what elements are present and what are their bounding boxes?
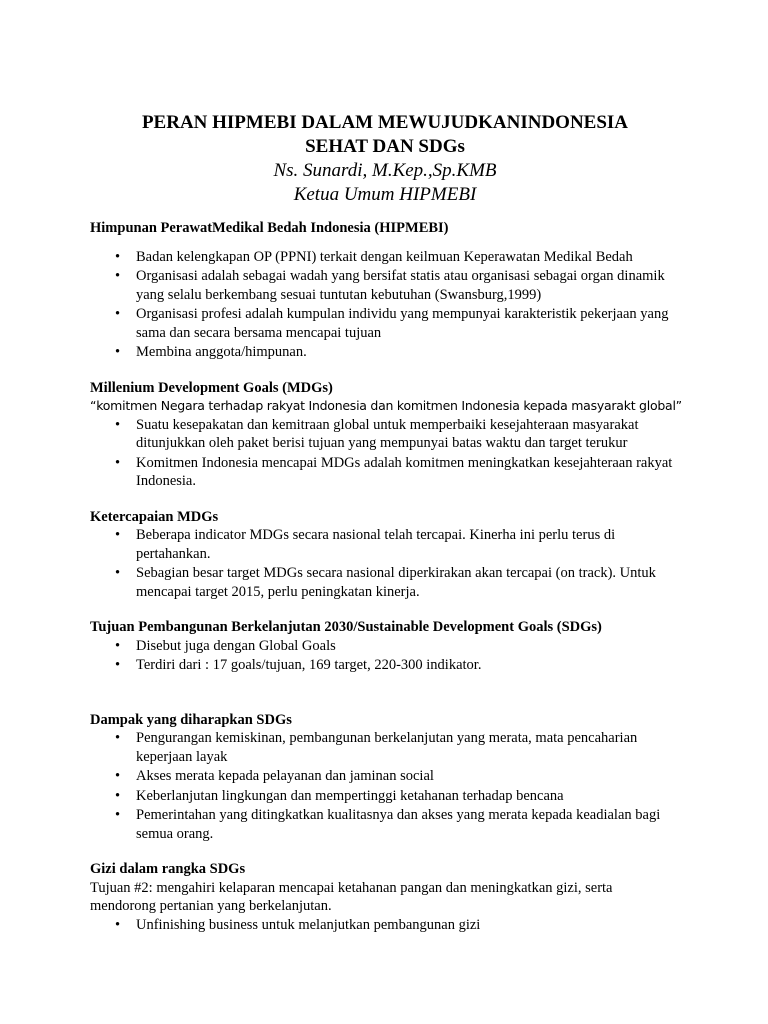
list-item [90,343,680,362]
list-item-text: Keberlanjutan lingkungan dan mempertinggi ketahanan terhadap bencana [136,787,564,804]
bullet-icon: • [115,768,121,784]
list-item [90,656,680,675]
document-title-line-2: SEHAT DAN SDGs [305,136,465,157]
bullet-icon: • [115,787,121,804]
list-item [90,767,680,786]
list-item [90,248,680,267]
bullet-icon: • [115,527,121,543]
bullet-list [90,416,680,491]
section-heading: Gizi dalam rangka SDGs [90,861,246,877]
list-item [90,806,680,843]
bullet-icon: • [115,454,121,471]
list-item-text: Akses merata kepada pelayanan dan jaminan social [136,768,434,784]
section-hipmebi [90,219,680,362]
list-item [90,305,680,342]
list-item [90,787,680,806]
list-item-text: Badan kelengkapan OP (PPNI) terkait dengan keilmuan Keperawatan Medikal Bedah [136,248,633,265]
bullet-icon: • [115,657,121,673]
list-item-text: Membina anggota/himpunan. [136,344,307,360]
list-item-text: Pemerintahan yang ditingkatkan kualitasnya dan akses yang merata kepada keadialan bagi semua orang. [136,807,661,842]
bullet-icon: • [115,268,121,284]
list-item-text: Unfinishing business untuk melanjutkan pembangunan gizi [136,916,481,933]
author-name: Ns. Sunardi, M.Kep.,Sp.KMB [273,160,497,181]
bullet-icon: • [115,416,121,433]
section-dampak [90,711,680,844]
list-item [90,916,680,935]
list-item [90,267,680,304]
list-item [90,564,680,601]
list-item [90,454,680,491]
section-ketercapaian [90,508,680,602]
section-heading: Millenium Development Goals (MDGs) [90,379,333,396]
section-heading: Dampak yang diharapkan SDGs [90,711,292,728]
section-gizi [90,860,680,934]
author-position: Ketua Umum HIPMEBI [293,184,477,205]
bullet-icon: • [115,565,121,581]
list-item-text: Komitmen Indonesia mencapai MDGs adalah komitmen meningkatkan kesejahteraan rakyat Indonesia. [136,454,673,489]
list-item [90,416,680,453]
gizi-paragraph: Tujuan #2: mengahiri kelaparan mencapai ketahanan pangan dan meningkatkan gizi, serta mendorong pertanian yang berkelanjutan. [90,879,613,914]
title-block [90,111,680,207]
mdgs-quote: “komitmen Negara terhadap rakyat Indonesia dan komitmen Indonesia kepada masyarakt global” [90,398,682,413]
bullet-icon: • [115,807,121,823]
list-item-text: Pengurangan kemiskinan, pembangunan berkelanjutan yang merata, mata pencaharian keperjaan layak [136,730,638,765]
section-mdgs [90,379,680,491]
list-item-text: Sebagian besar target MDGs secara nasional diperkirakan akan tercapai (on track). Untuk mencapai target 2015, perlu peningkatan kinerja. [136,565,656,600]
list-item-text: Organisasi adalah sebagai wadah yang bersifat statis atau organisasi sebagai organ dinamik yang selalu berkembang sesuai tuntutan kebutuhan (Swansburg,1999) [136,268,665,303]
section-heading: Himpunan PerawatMedikal Bedah Indonesia (HIPMEBI) [90,220,449,236]
list-item-text: Organisasi profesi adalah kumpulan individu yang mempunyai karakteristik pekerjaan yang sama dan secara bersama mencapai tujuan [136,306,669,341]
section-heading: Ketercapaian MDGs [90,508,219,525]
list-item-text: Terdiri dari : 17 goals/tujuan, 169 target, 220-300 indikator. [136,657,482,673]
bullet-icon: • [115,637,121,654]
list-item [90,526,680,563]
list-item-text: Beberapa indicator MDGs secara nasional telah tercapai. Kinerha ini perlu terus di pertahankan. [136,527,616,562]
list-item-text: Suatu kesepakatan dan kemitraan global untuk memperbaiki kesejahteraan masyarakat ditunjukkan oleh paket berisi tujuan yang mempunyai batas waktu dan target terukur [136,416,639,451]
bullet-list [90,916,680,935]
bullet-list [90,248,680,362]
bullet-icon: • [115,730,121,746]
bullet-icon: • [115,344,121,360]
list-item [90,637,680,656]
list-item [90,729,680,766]
document-title-line-1: PERAN HIPMEBI DALAM MEWUJUDKANINDONESIA [141,112,629,133]
bullet-list [90,637,680,675]
bullet-list [90,526,680,601]
section-heading: Tujuan Pembangunan Berkelanjutan 2030/Sustainable Development Goals (SDGs) [90,619,602,635]
bullet-icon: • [115,916,121,933]
bullet-list [90,729,680,843]
bullet-icon: • [115,248,121,265]
section-sdgs [90,618,680,675]
bullet-icon: • [115,306,121,322]
list-item-text: Disebut juga dengan Global Goals [136,637,336,654]
